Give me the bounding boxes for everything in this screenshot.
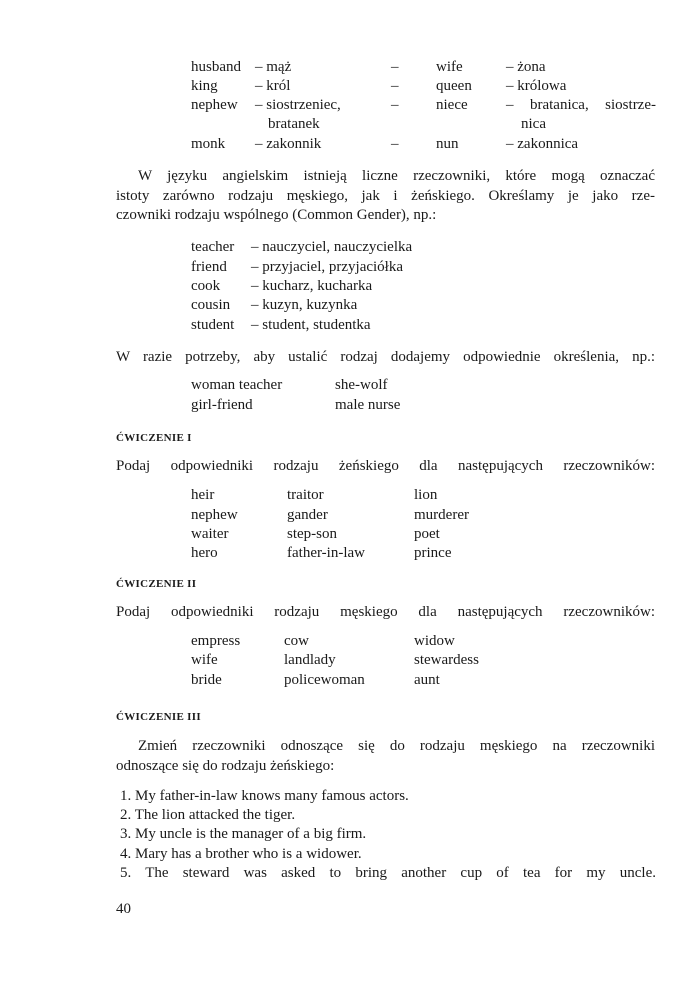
exercise-word: step-son: [287, 526, 337, 542]
exercise-word: father-in-law: [287, 545, 365, 561]
exercise-word: empress: [191, 633, 241, 649]
pair-dash: –: [391, 78, 399, 94]
pair-masc-en: king: [191, 78, 218, 94]
pair-fem-en: nun: [436, 136, 459, 152]
instruction-line: odnoszące się do rodzaju żeńskiego:: [116, 757, 335, 774]
instruction-line: Podaj odpowiedniki rodzaju męskiego dla następujących rzeczowników:: [116, 604, 655, 620]
paragraph-line: istoty zarówno rodzaju męskiego, jak i żeńskiego. Określamy je jako rze-: [116, 187, 655, 204]
pair-fem-en: wife: [436, 59, 463, 75]
sentence-item: 2. The lion attacked the tiger.: [120, 807, 296, 823]
exercise-instruction: [116, 737, 655, 776]
pair-fem-pl: – zakonnica: [506, 136, 579, 152]
common-noun-en: friend: [191, 259, 227, 275]
pair-masc-pl: – zakonnik: [255, 136, 322, 152]
pair-masc-pl-cont: bratanek: [268, 116, 320, 132]
page-number: 40: [116, 901, 131, 917]
common-noun-en: cook: [191, 278, 221, 294]
exercise-word: traitor: [287, 487, 324, 503]
common-noun-en: teacher: [191, 239, 235, 255]
exercise-heading: ĆWICZENIE III: [116, 711, 201, 723]
pair-dash: –: [391, 136, 399, 152]
common-noun-pl: – nauczyciel, nauczycielka: [251, 239, 413, 255]
sentence-item: 4. Mary has a brother who is a widower.: [120, 846, 362, 862]
exercise-word: widow: [414, 633, 455, 649]
exercise-word: lion: [414, 487, 438, 503]
example-item: she-wolf: [335, 377, 388, 393]
exercise-word: bride: [191, 672, 222, 688]
exercise-word: policewoman: [284, 672, 365, 688]
pair-masc-pl: – król: [255, 78, 291, 94]
common-noun-pl: – przyjaciel, przyjaciółka: [251, 259, 404, 275]
pair-fem-en: niece: [436, 97, 468, 113]
example-item: woman teacher: [191, 377, 283, 393]
gender-marker-paragraph: [116, 348, 655, 368]
common-noun-en: cousin: [191, 297, 231, 313]
exercise-word: cow: [284, 633, 309, 649]
pair-fem-pl: – bratanica, siostrze-: [506, 97, 656, 113]
pair-fem-en: queen: [436, 78, 472, 94]
exercise-instruction: [116, 603, 655, 623]
common-noun-en: student: [191, 317, 235, 333]
instruction-line: Podaj odpowiedniki rodzaju żeńskiego dla następujących rzeczowników:: [116, 458, 655, 474]
exercise-instruction: [116, 457, 655, 477]
pair-dash: –: [391, 59, 399, 75]
exercise-word: stewardess: [414, 652, 479, 668]
exercise-word: murderer: [414, 507, 469, 523]
instruction-line: Zmień rzeczowniki odnoszące się do rodzaju męskiego na rzeczowniki: [138, 738, 655, 754]
pair-masc-pl: – siostrzeniec,: [255, 97, 341, 113]
exercise-word: gander: [287, 507, 328, 523]
exercise-heading: ĆWICZENIE II: [116, 578, 197, 590]
pair-masc-en: nephew: [191, 97, 238, 113]
pair-fem-pl-cont: nica: [521, 116, 546, 132]
pair-fem-pl: – królowa: [506, 78, 567, 94]
exercise-word: wife: [191, 652, 218, 668]
exercise-word: nephew: [191, 507, 238, 523]
pair-masc-pl: – mąż: [255, 59, 292, 75]
sentence-item: 3. My uncle is the manager of a big firm.: [120, 826, 367, 842]
exercise-word: prince: [414, 545, 452, 561]
paragraph-line: W razie potrzeby, aby ustalić rodzaj dodajemy odpowiednie określenia, np.:: [116, 349, 655, 365]
example-item: girl-friend: [191, 397, 253, 413]
exercise-word: landlady: [284, 652, 336, 668]
common-noun-pl: – kucharz, kucharka: [251, 278, 373, 294]
paragraph-line: czowniki rodzaju wspólnego (Common Gender), np.:: [116, 207, 437, 223]
sentence-item: 1. My father-in-law knows many famous actors.: [120, 788, 409, 804]
exercise-word: hero: [191, 545, 218, 561]
exercise-word: poet: [414, 526, 440, 542]
pair-dash: –: [391, 97, 399, 113]
example-item: male nurse: [335, 397, 401, 413]
common-gender-paragraph: [116, 167, 655, 226]
paragraph-line: W języku angielskim istnieją liczne rzeczowniki, które mogą oznaczać: [138, 168, 655, 184]
common-noun-pl: – kuzyn, kuzynka: [251, 297, 358, 313]
common-noun-pl: – student, studentka: [251, 317, 371, 333]
pair-fem-pl: – żona: [506, 59, 546, 75]
pair-masc-en: monk: [191, 136, 226, 152]
sentence-item: 5. The steward was asked to bring another cup of tea for my uncle.: [120, 865, 656, 881]
exercise-word: waiter: [191, 526, 229, 542]
exercise-word: aunt: [414, 672, 440, 688]
exercise-heading: ĆWICZENIE I: [116, 432, 192, 444]
exercise-word: heir: [191, 487, 215, 503]
pair-masc-en: husband: [191, 59, 241, 75]
